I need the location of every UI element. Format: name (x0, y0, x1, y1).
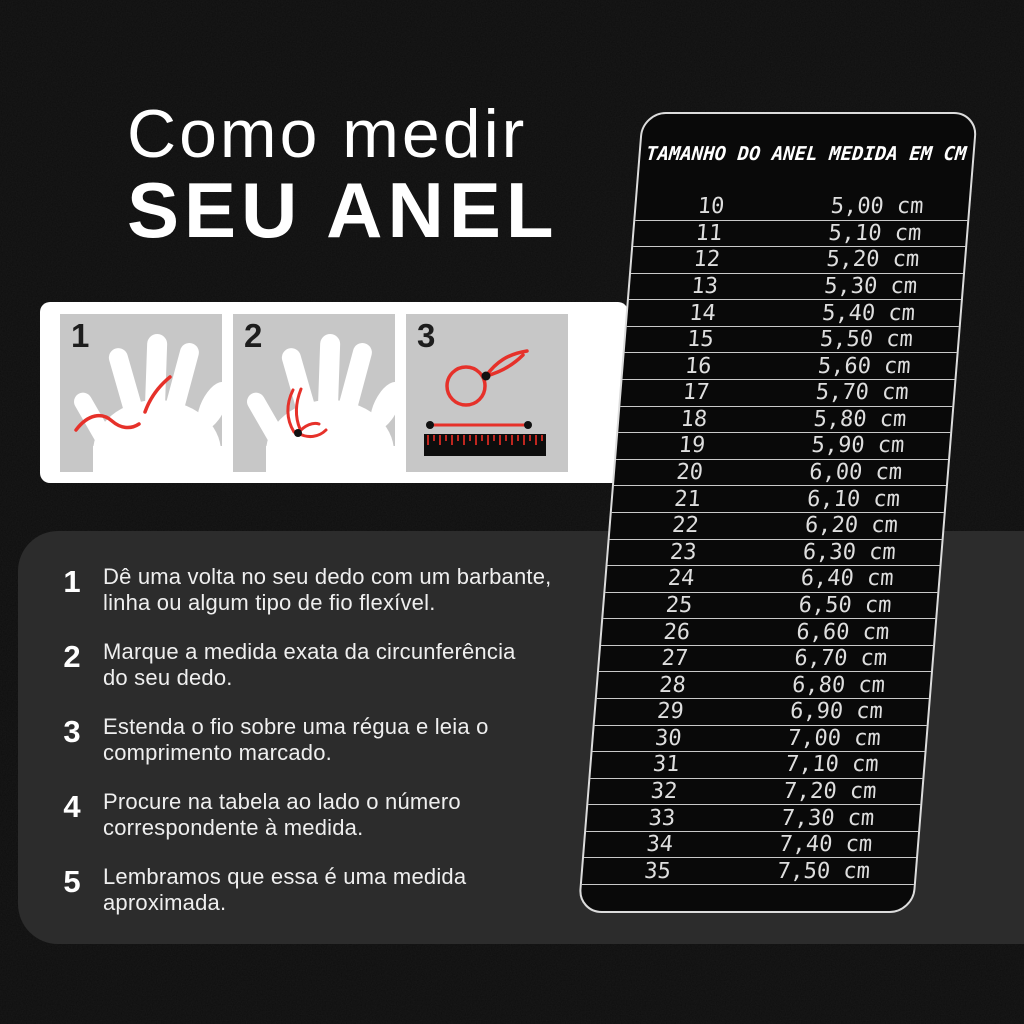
step-number-2: 2 (244, 317, 263, 354)
cell-measure-cm: 5,40 cm (821, 300, 916, 326)
cell-measure-cm: 6,60 cm (795, 619, 891, 645)
cell-ring-size: 34 (645, 832, 674, 858)
title-line-2: SEU ANEL (127, 166, 559, 254)
instruction-text: Marque a medida exata da circunferência do seu dedo. (103, 639, 516, 690)
table-row (614, 460, 948, 487)
step-box-2 (233, 314, 395, 472)
cell-ring-size: 25 (664, 592, 694, 618)
table-row (622, 353, 956, 380)
table-row (597, 672, 931, 699)
cell-measure-cm: 5,30 cm (823, 274, 919, 300)
cell-measure-cm: 7,20 cm (782, 779, 878, 804)
cell-ring-size: 27 (660, 646, 689, 672)
cell-ring-size: 12 (692, 247, 722, 273)
cell-ring-size: 33 (647, 805, 677, 831)
instruction-text: Dê uma volta no seu dedo com um barbante, linha ou algum tipo de fio flexível. (103, 564, 552, 615)
cell-measure-cm: 5,10 cm (827, 220, 923, 246)
cell-measure-cm: 5,20 cm (825, 247, 921, 273)
table-row (616, 433, 950, 460)
cell-measure-cm: 6,40 cm (799, 566, 895, 592)
cell-ring-size: 14 (688, 300, 717, 326)
cell-measure-cm: 7,40 cm (778, 832, 874, 858)
instruction-number: 5 (63, 864, 81, 899)
table-row (629, 274, 963, 301)
instructions-list (57, 564, 551, 939)
instruction-text: Lembramos que essa é uma medida aproximada. (103, 864, 467, 915)
table-rows (582, 194, 970, 885)
table-row (627, 300, 961, 327)
cell-measure-cm: 6,50 cm (797, 592, 893, 618)
cell-measure-cm: 6,30 cm (801, 539, 897, 565)
cell-measure-cm: 5,70 cm (814, 380, 910, 406)
page-title (127, 96, 559, 254)
title-line-1: Como medir (127, 96, 528, 172)
cell-ring-size: 21 (673, 486, 702, 512)
cell-measure-cm: 7,10 cm (784, 752, 880, 778)
step-box-3 (406, 314, 568, 472)
cell-measure-cm: 5,60 cm (816, 353, 912, 379)
instruction-number: 1 (63, 564, 81, 599)
instruction-item (57, 714, 551, 766)
table-row (582, 858, 916, 885)
table-row (605, 566, 939, 593)
table-row (599, 646, 933, 673)
table-row (588, 779, 922, 806)
cell-measure-cm: 5,50 cm (819, 327, 914, 353)
cell-ring-size: 17 (681, 380, 711, 406)
instruction-item (57, 639, 551, 691)
cell-measure-cm: 7,30 cm (780, 805, 876, 831)
instruction-item (57, 564, 551, 616)
table-row (631, 247, 965, 274)
cell-ring-size: 16 (683, 353, 713, 379)
instruction-number: 2 (63, 639, 81, 674)
table-row (612, 486, 946, 513)
table-row (603, 593, 937, 620)
knot-dot (482, 372, 491, 381)
cell-measure-cm: 7,00 cm (786, 725, 882, 751)
cell-measure-cm: 5,00 cm (829, 194, 925, 220)
table-row (618, 407, 952, 434)
header-ring-size: TAMANHO DO ANEL (645, 143, 819, 165)
table-row (592, 726, 926, 753)
table-row (586, 805, 920, 832)
step-box-1 (60, 314, 222, 472)
instruction-number: 3 (63, 714, 81, 749)
table-row (595, 699, 929, 726)
cell-ring-size: 30 (654, 725, 683, 751)
table-row (635, 194, 969, 221)
instruction-item (57, 789, 551, 841)
cell-ring-size: 11 (694, 220, 724, 246)
table-row (607, 540, 941, 567)
step-number-3: 3 (417, 317, 436, 354)
table-row (590, 752, 924, 779)
instruction-text: Estenda o fio sobre uma régua e leia o comprimento marcado. (103, 714, 489, 765)
cell-ring-size: 22 (671, 513, 700, 539)
instruction-item (57, 864, 551, 916)
ruler-bar (424, 434, 546, 456)
cell-measure-cm: 6,00 cm (808, 460, 904, 486)
cell-ring-size: 31 (651, 752, 681, 778)
cell-measure-cm: 6,90 cm (789, 699, 884, 725)
cell-ring-size: 35 (643, 858, 672, 884)
cell-ring-size: 26 (662, 619, 692, 645)
cell-measure-cm: 6,70 cm (793, 646, 889, 672)
table-row (633, 221, 967, 248)
instruction-number: 4 (63, 789, 81, 824)
cell-ring-size: 24 (666, 566, 696, 592)
cell-ring-size: 29 (656, 699, 685, 725)
table-row (625, 327, 959, 354)
cell-ring-size: 28 (658, 672, 687, 698)
table-row (610, 513, 944, 540)
cell-ring-size: 18 (679, 406, 709, 432)
table-row (601, 619, 935, 646)
cell-measure-cm: 5,80 cm (812, 406, 908, 432)
table-header (637, 114, 975, 194)
ring-size-table (578, 112, 978, 913)
cell-measure-cm: 6,80 cm (791, 672, 886, 698)
cell-ring-size: 13 (690, 274, 719, 300)
cell-ring-size: 32 (649, 779, 679, 804)
cell-measure-cm: 7,50 cm (776, 858, 871, 884)
table-row (620, 380, 954, 407)
cell-ring-size: 10 (696, 194, 726, 220)
step-number-1: 1 (71, 317, 90, 354)
cell-measure-cm: 5,90 cm (810, 433, 906, 459)
cell-measure-cm: 6,20 cm (804, 513, 899, 539)
cell-ring-size: 20 (675, 460, 704, 486)
cell-ring-size: 23 (669, 539, 698, 565)
cell-ring-size: 19 (677, 433, 707, 459)
cell-measure-cm: 6,10 cm (806, 486, 901, 512)
instruction-text: Procure na tabela ao lado o número correspondente à medida. (103, 789, 461, 840)
header-measure-cm: MEDIDA EM CM (828, 143, 968, 165)
knot-dot (294, 429, 302, 437)
table-row (584, 832, 918, 859)
cell-ring-size: 15 (686, 327, 715, 353)
steps-strip (40, 302, 628, 483)
